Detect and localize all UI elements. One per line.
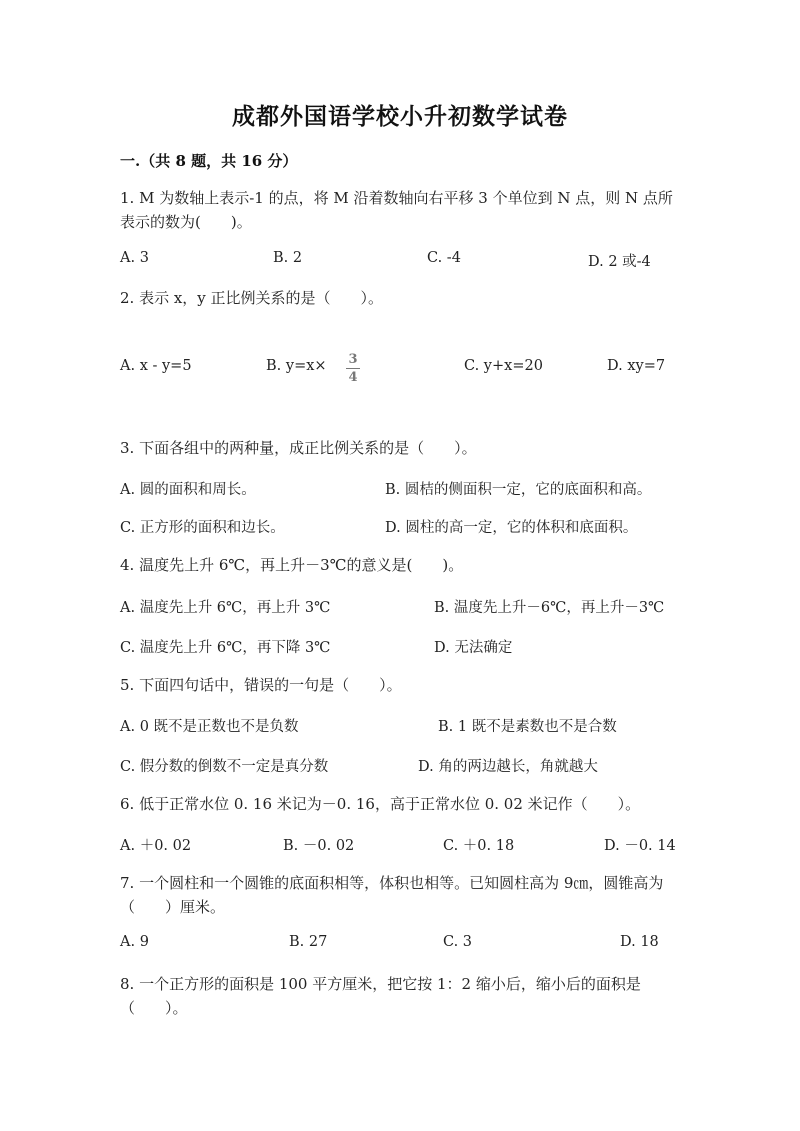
question-8: 8. 一个正方形的面积是 100 平方厘米，把它按 1：2 缩小后，缩小后的面积是（ ）。	[120, 975, 641, 1017]
q4-option-d: D. 无法确定	[434, 640, 513, 656]
q5-option-d: D. 角的两边越长，角就越大	[418, 759, 598, 775]
question-1: 1. M 为数轴上表示-1 的点，将 M 沿着数轴向右平移 3 个单位到 N 点，则 N 点所表示的数为( )。	[120, 189, 673, 231]
q1-option-a: A. 3	[120, 250, 149, 266]
exam-title: 成都外国语学校小升初数学试卷	[232, 103, 568, 130]
question-2: 2. 表示 x，y 正比例关系的是（ ）。	[120, 289, 384, 307]
q7-option-d: D. 18	[620, 934, 659, 950]
question-5: 5. 下面四句话中，错误的一句是（ ）。	[120, 676, 402, 694]
q1-option-c: C. -4	[427, 250, 461, 266]
question-3: 3. 下面各组中的两种量，成正比例关系的是（ ）。	[120, 439, 477, 457]
q2-option-b: B. y=x×	[266, 358, 327, 374]
q6-option-a: A. ＋0. 02	[120, 838, 192, 854]
q5-option-b: B. 1 既不是素数也不是合数	[438, 719, 617, 735]
q3-option-b: B. 圆桔的侧面积一定，它的底面积和高。	[385, 482, 652, 498]
q6-option-d: D. －0. 14	[604, 838, 676, 854]
q3-option-d: D. 圆柱的高一定，它的体积和底面积。	[385, 520, 638, 536]
question-7: 7. 一个圆柱和一个圆锥的底面积相等，体积也相等。已知圆柱高为 9㎝，圆锥高为（ ）厘米。	[120, 874, 664, 916]
q3-option-a: A. 圆的面积和周长。	[120, 482, 256, 498]
q4-option-b: B. 温度先上升－6℃，再上升－3℃	[434, 600, 665, 616]
q2-option-c: C. y+x=20	[464, 358, 543, 374]
q6-option-c: C. ＋0. 18	[443, 838, 515, 854]
q5-option-c: C. 假分数的倒数不一定是真分数	[120, 759, 329, 775]
fraction-numerator: 3	[348, 352, 358, 367]
q7-option-a: A. 9	[120, 934, 149, 950]
section-heading: 一.（共 8 题，共 16 分）	[120, 152, 298, 170]
question-4: 4. 温度先上升 6℃，再上升－3℃的意义是( )。	[120, 556, 464, 574]
q4-option-c: C. 温度先上升 6℃，再下降 3℃	[120, 640, 331, 656]
q7-option-b: B. 27	[289, 934, 328, 950]
q1-option-b: B. 2	[273, 250, 303, 266]
q2-option-b-fraction	[346, 352, 360, 385]
q5-option-a: A. 0 既不是正数也不是负数	[120, 719, 299, 735]
fraction-denominator: 4	[348, 370, 358, 385]
q4-option-a: A. 温度先上升 6℃，再上升 3℃	[120, 600, 331, 616]
q1-option-d: D. 2 或-4	[588, 254, 651, 270]
q6-option-b: B. －0. 02	[283, 838, 355, 854]
question-6: 6. 低于正常水位 0. 16 米记为－0. 16，高于正常水位 0. 02 米记作（ ）。	[120, 795, 641, 813]
q3-option-c: C. 正方形的面积和边长。	[120, 520, 285, 536]
fraction-bar	[346, 368, 360, 369]
q7-option-c: C. 3	[443, 934, 473, 950]
q2-option-a: A. x - y=5	[120, 358, 192, 374]
q2-option-d: D. xy=7	[607, 358, 666, 374]
